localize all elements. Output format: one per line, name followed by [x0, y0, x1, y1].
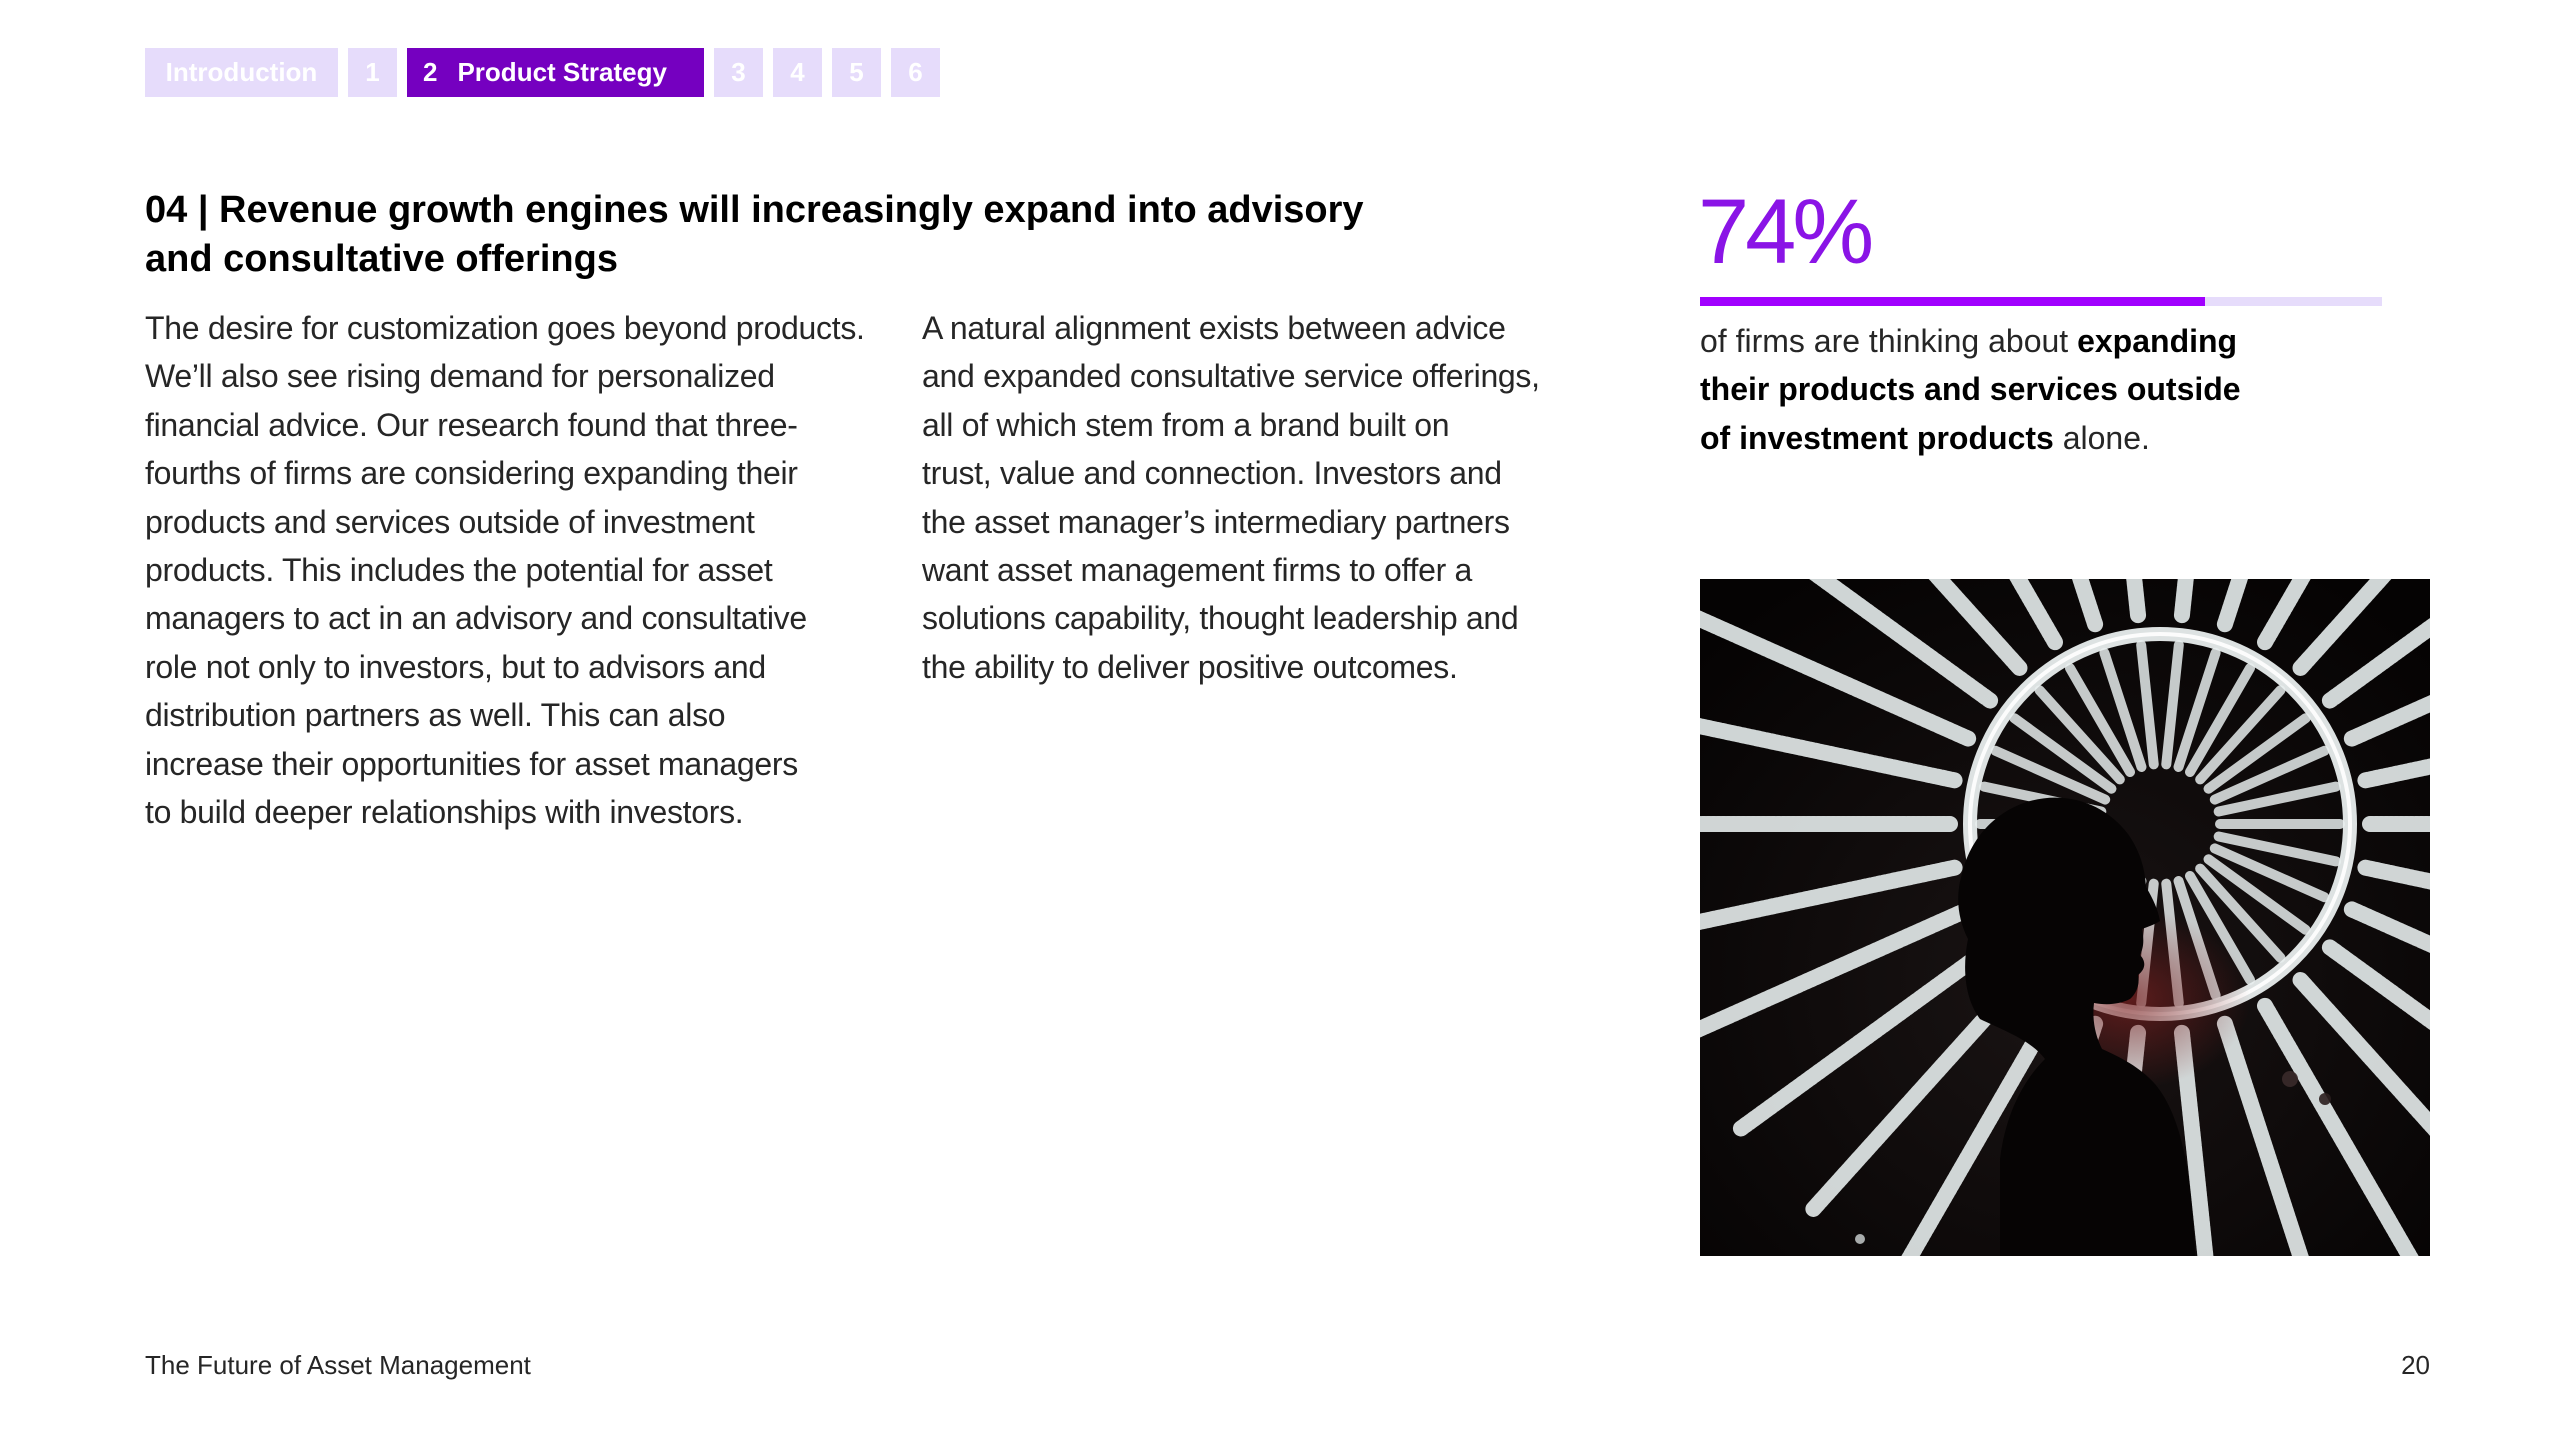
stat-text-bold: their products and services outside: [1700, 371, 2241, 408]
body-column-2: [922, 304, 1592, 691]
body-line: managers to act in an advisory and consultative: [145, 600, 807, 637]
stat-text-part: alone.: [2053, 419, 2150, 456]
body-line: to build deeper relationships with investors.: [145, 794, 744, 831]
body-line: solutions capability, thought leadership and: [922, 600, 1519, 637]
stat-text-bold: of investment products: [1700, 419, 2054, 456]
body-line: all of which stem from a brand built on: [922, 406, 1450, 443]
section-title: [145, 186, 1445, 284]
body-line: role not only to investors, but to advisors and: [145, 648, 766, 685]
stat-line-1: [1700, 317, 2320, 365]
body-line: increase their opportunities for asset managers: [145, 745, 798, 782]
tab-4[interactable]: 4: [773, 48, 822, 97]
body-line: fourths of firms are considering expanding their: [145, 455, 798, 492]
section-title-line-2: and consultative offerings: [145, 238, 618, 280]
section-navigation: [145, 48, 940, 97]
stat-progress-fill: [1700, 297, 2205, 306]
stat-description: [1700, 317, 2320, 462]
body-column-1: [145, 304, 885, 836]
footer-title: The Future of Asset Management: [145, 1350, 531, 1380]
body-line: want asset management firms to offer a: [922, 552, 1473, 589]
section-title-line-1: 04 | Revenue growth engines will increasingly expand into advisory: [145, 189, 1364, 231]
stat-text-bold: expanding: [2077, 323, 2238, 359]
body-line: the ability to deliver positive outcomes.: [922, 648, 1458, 685]
tab-3[interactable]: 3: [714, 48, 763, 97]
tab-6[interactable]: 6: [891, 48, 940, 97]
body-line: and expanded consultative service offerings,: [922, 358, 1540, 395]
tab-5[interactable]: 5: [832, 48, 881, 97]
stat-text-part: of firms are thinking about: [1700, 323, 2078, 359]
tab-active-number: 2: [423, 57, 438, 87]
photo-illustration: [1700, 579, 2430, 1256]
tab-active-label: Product Strategy: [457, 57, 667, 87]
body-line: A natural alignment exists between advice: [922, 310, 1506, 346]
body-line: products. This includes the potential for asset: [145, 552, 773, 589]
stat-value: 74%: [1698, 181, 1871, 283]
body-line: We’ll also see rising demand for personalized: [145, 358, 775, 395]
body-line: products and services outside of investment: [145, 503, 755, 540]
tab-introduction[interactable]: Introduction: [145, 48, 338, 97]
body-line: trust, value and connection. Investors and: [922, 455, 1502, 492]
stat-line-3: [1700, 414, 2320, 462]
silhouette-photo: [1700, 579, 2430, 1256]
body-line: The desire for customization goes beyond products.: [145, 310, 865, 346]
stat-line-2: [1700, 365, 2320, 413]
tab-product-strategy[interactable]: [407, 48, 704, 97]
body-line: distribution partners as well. This can also: [145, 697, 726, 734]
body-line: the asset manager’s intermediary partners: [922, 503, 1510, 540]
stat-progress-bar: [1700, 297, 2382, 306]
tab-1[interactable]: 1: [348, 48, 397, 97]
page-number: 20: [2401, 1350, 2430, 1380]
body-line: financial advice. Our research found that three-: [145, 406, 798, 443]
